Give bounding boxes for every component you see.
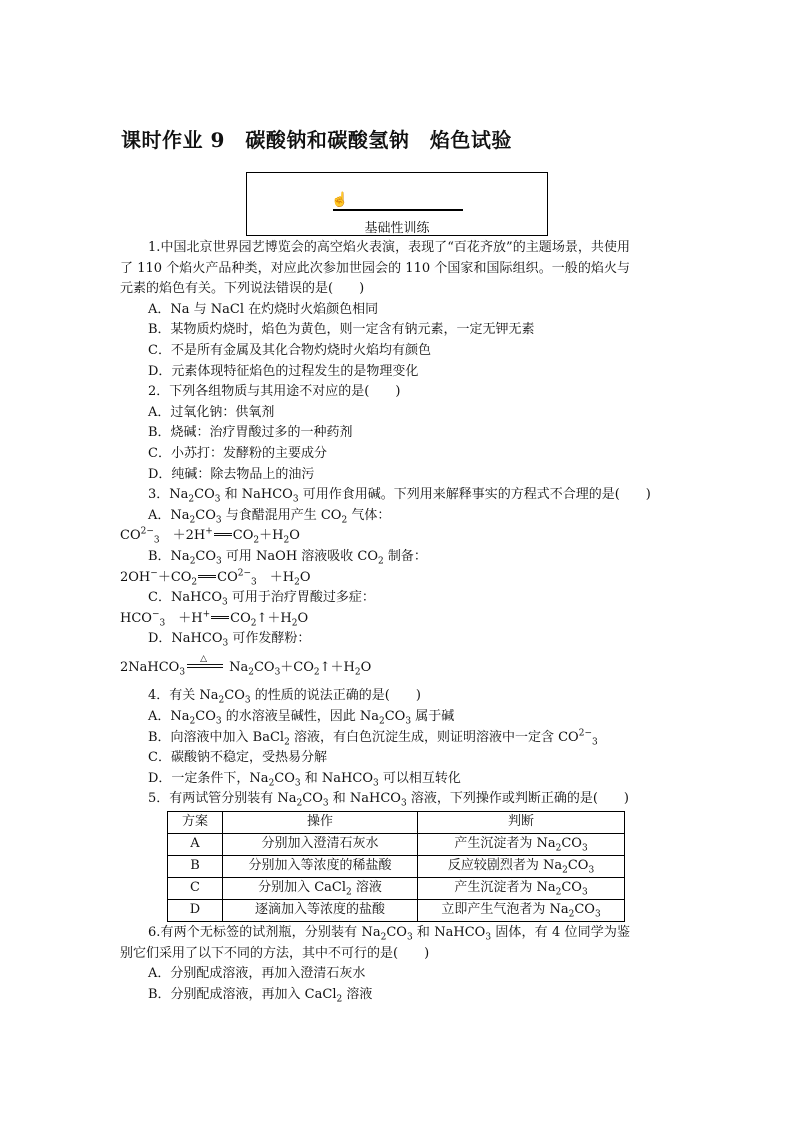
q6-option-a: A．分别配成溶液，再加入澄清石灰水 <box>148 966 366 982</box>
q3-stem: 3．$Na_2CO_3$ 和 NaHCO$_3$ 可用作食用碱。下列用来解释事实的方程式不合理的是( ) <box>148 487 651 505</box>
operation-cell: 分别加入澄清石灰水 <box>223 834 418 856</box>
table-row <box>168 834 625 856</box>
q2-option-b: B．烧碱：治疗胃酸过多的一种药剂 <box>148 425 353 441</box>
q3-option-d: D．NaHCO$_3$ 可作发酵粉： <box>148 631 311 649</box>
table-header-row <box>168 812 625 834</box>
heat-condition: △ <box>187 659 223 673</box>
q3-equation-a: $CO^{2-}_3$ ＋2H+ $CO_2+H_2O$ <box>120 526 300 546</box>
judgement-cell: 产生沉淀者为 $Na_2CO_3$ <box>418 878 625 900</box>
q3-option-b: B．$Na_2CO_3$ 可用 NaOH 溶液吸收 $CO_2$ 制备： <box>148 548 427 567</box>
q5-stem: 5．有两试管分别装有 $Na_2CO_3$ 和 NaHCO$_3$ 溶液，下列操作或判断正确的是( ) <box>148 791 629 810</box>
section-banner <box>246 172 548 236</box>
banner-underline <box>333 209 463 211</box>
table-row <box>168 900 625 922</box>
judgement-cell: 反应较剧烈者为 $Na_2CO_3$ <box>418 856 625 878</box>
q1-option-d: D．元素体现特征焰色的过程发生的是物理变化 <box>148 363 419 379</box>
q5-table <box>167 811 625 922</box>
plan-cell: B <box>168 856 223 878</box>
judgement-cell: 立即产生气泡者为 $Na_2CO_3$ <box>418 900 625 922</box>
operation-cell: 逐滴加入等浓度的盐酸 <box>223 900 418 922</box>
q2-stem: 2．下列各组物质与其用途不对应的是( ) <box>148 384 401 400</box>
operation-cell: 分别加入 CaCl$_2$ 溶液 <box>223 878 418 900</box>
plan-cell: C <box>168 878 223 900</box>
banner-label: 基础性训练 <box>364 221 430 236</box>
table-row <box>168 878 625 900</box>
operation-cell: 分别加入等浓度的稀盐酸 <box>223 856 418 878</box>
question-list <box>120 238 651 1005</box>
q3-equation-b: $2OH^-+CO_2$ $CO^{2-}_3$ $+H_2O$ <box>120 568 311 588</box>
col-header-operation: 操作 <box>223 812 418 834</box>
col-header-plan: 方案 <box>168 812 223 834</box>
q2-option-d: D．纯碱：除去物品上的油污 <box>148 466 315 482</box>
q1-option-b: B．某物质灼烧时，焰色为黄色，则一定含有钠元素，一定无钾无素 <box>148 322 535 338</box>
col-header-judgement: 判断 <box>418 812 625 834</box>
q2-option-c: C．小苏打：发酵粉的主要成分 <box>148 445 327 461</box>
q2-option-a: A．过氧化钠：供氧剂 <box>148 404 275 420</box>
q3-option-a: A．$Na_2CO_3$ 与食醋混用产生 $CO_2$ 气体： <box>148 507 391 526</box>
plan-cell: A <box>168 834 223 856</box>
q1-option-c: C．不是所有金属及其化合物灼烧时火焰均有颜色 <box>148 342 431 358</box>
q1-stem: 1.中国北京世界园艺博览会的高空焰火表演，表现了“百花齐放”的主题场景，共使用了 110 个焰火产品种类，对应此次参加世园会的 110 个国家和国际组织。一般的焰火与元素的焰色有关。下列说法错误的是( ) <box>120 240 630 297</box>
q1-option-a: A．Na 与 NaCl 在灼烧时火焰颜色相同 <box>148 301 379 317</box>
q6-stem: 6.有两个无标签的试剂瓶，分别装有 $Na_2CO_3$ 和 NaHCO$_3$ 固体，有 4 位同学为鉴别它们采用了以下不同的方法，其中不可行的是( ) <box>120 925 630 961</box>
q3-option-c: C．NaHCO$_3$ 可用于治疗胃酸过多症： <box>148 590 375 608</box>
judgement-cell: 产生沉淀者为 $Na_2CO_3$ <box>418 834 625 856</box>
q6-option-b: B．分别配成溶液，再加入 CaCl$_2$ 溶液 <box>148 986 373 1005</box>
page-title: 课时作业 9 碳酸钠和碳酸氢钠 焰色试验 <box>121 128 512 152</box>
hand-pointer-icon: ☝ <box>331 192 349 208</box>
table-row <box>168 856 625 878</box>
q3-equation-c: $HCO^-_3$ ＋H+ $CO_2↑+H_2O$ <box>120 609 309 629</box>
q4-option-d: D．一定条件下，$Na_2CO_3$ 和 NaHCO$_3$ 可以相互转化 <box>148 770 461 789</box>
q4-option-b: B．向溶液中加入 BaCl$_2$ 溶液，有白色沉淀生成，则证明溶液中一定含 $CO^{2-}_3$ <box>148 728 598 748</box>
plan-cell: D <box>168 900 223 922</box>
q4-option-c: C．碳酸钠不稳定，受热易分解 <box>148 750 327 766</box>
q4-option-a: A．$Na_2CO_3$ 的水溶液呈碱性，因此 $Na_2CO_3$ 属于碱 <box>148 709 455 727</box>
q3-equation-d: 2NaHCO$_3$ △ $Na_2CO_3+CO_2↑+H_2O$ <box>120 653 372 678</box>
q4-stem: 4．有关 $Na_2CO_3$ 的性质的说法正确的是( ) <box>148 688 421 707</box>
